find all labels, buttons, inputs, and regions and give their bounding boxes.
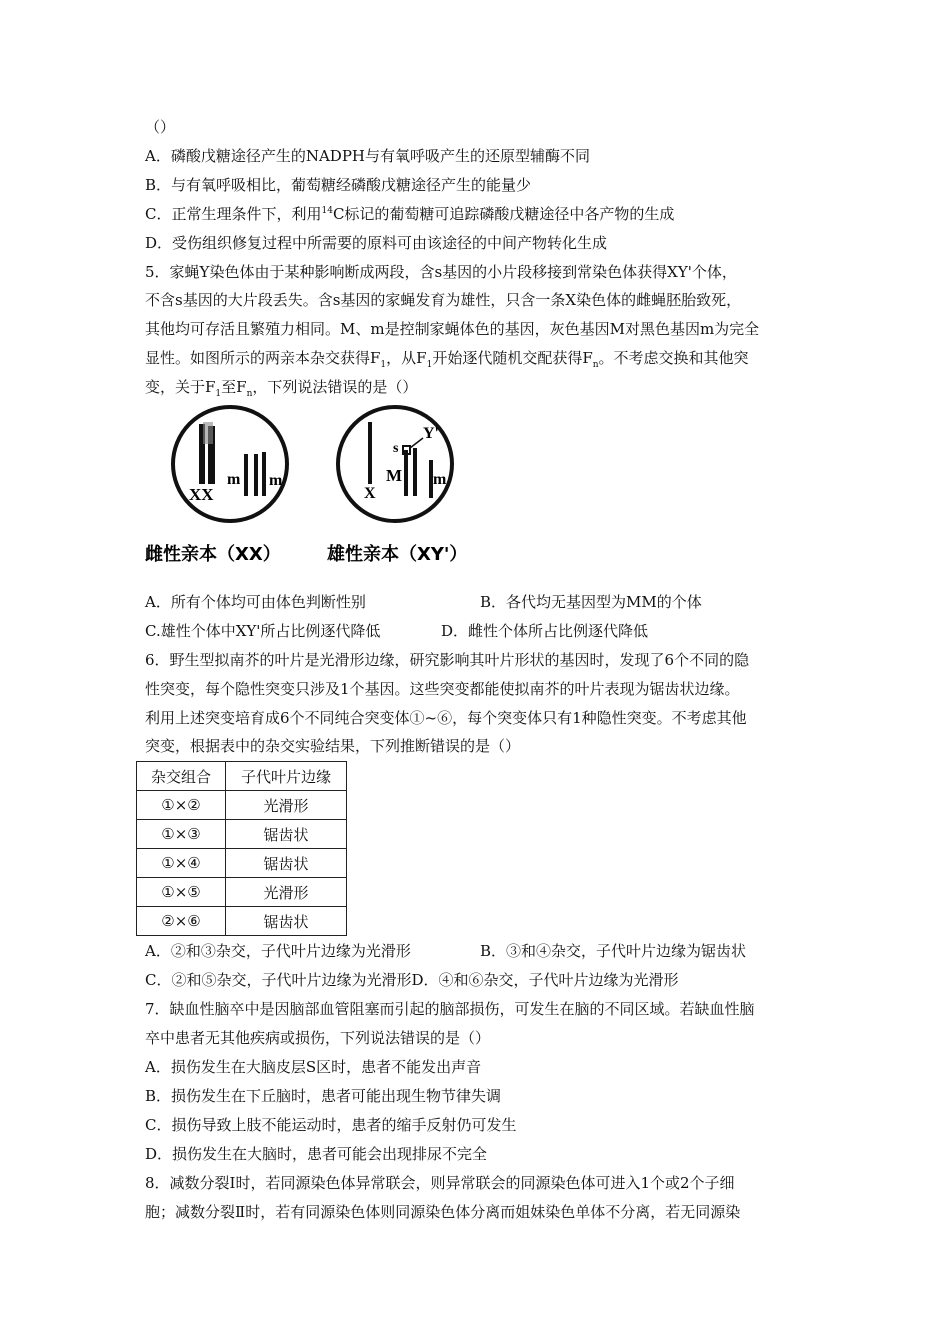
table-cell: ①×④ xyxy=(137,849,226,878)
q6-option-a: A．②和③杂交，子代叶片边缘为光滑形 xyxy=(145,942,411,960)
table-row xyxy=(137,791,347,820)
cross-table xyxy=(136,761,347,936)
q5-option-a: A．所有个体均可由体色判断性别 xyxy=(145,593,366,611)
q6-option-cd: C．②和⑤杂交，子代叶片边缘为光滑形D．④和⑥杂交，子代叶片边缘为光滑形 xyxy=(145,971,679,989)
q5-stem-line1: 5．家蝇Y染色体由于某种影响断成两段，含s基因的小片段移接到常染色体获得XY'个体， xyxy=(145,263,737,281)
table-cell: 光滑形 xyxy=(226,791,347,820)
table-row xyxy=(137,907,347,936)
q5-stem-line2: 不含s基因的大片段丢失。含s基因的家蝇发育为雄性，只含一条X染色体的雌蝇胚胎致死， xyxy=(145,291,742,309)
table-cell: 锯齿状 xyxy=(226,820,347,849)
q4-option-a: A．磷酸戊糖途径产生的NADPH与有氧呼吸产生的还原型辅酶不同 xyxy=(145,147,590,165)
q8-stem-line2: 胞；减数分裂Ⅱ时，若有同源染色体则同源染色体分离而姐妹染色单体不分离，若无同源染 xyxy=(145,1203,741,1221)
male-m-label: m xyxy=(433,471,447,488)
q5-option-d: D．雌性个体所占比例逐代降低 xyxy=(441,622,649,640)
q5-stem-line4: 显性。如图所示的两亲本杂交获得$F_1$，从$F_1$开始逐代随机交配获得$F_n$。不考虑交换和其他突 xyxy=(145,349,749,370)
male-big-m-label: M xyxy=(386,466,403,485)
q7-stem-line1: 7．缺血性脑卒中是因脑部血管阻塞而引起的脑部损伤，可发生在脑的不同区域。若缺血性脑 xyxy=(145,1000,755,1018)
q5-stem-line3: 其他均可存活且繁殖力相同。M、m是控制家蝇体色的基因，灰色基因M对黑色基因m为完全 xyxy=(145,320,760,338)
q5-stem-line5: 变，关于$F_1$至$F_n$，下列说法错误的是（） xyxy=(145,378,418,399)
q4-bracket: （） xyxy=(145,118,176,136)
male-cell xyxy=(338,407,452,521)
q7-option-d: D．损伤发生在大脑时，患者可能会出现排尿不完全 xyxy=(145,1145,488,1163)
table-cell: ①×② xyxy=(137,791,226,820)
q7-option-b: B．损伤发生在下丘脑时，患者可能出现生物节律失调 xyxy=(145,1087,502,1105)
female-m-label-2: m xyxy=(269,472,283,489)
male-y-label: Y' xyxy=(423,425,439,442)
table-cell: ②×⑥ xyxy=(137,907,226,936)
table-header: 子代叶片边缘 xyxy=(226,762,347,791)
male-s-label: s xyxy=(393,441,399,456)
table-row xyxy=(137,849,347,878)
table-row xyxy=(137,878,347,907)
female-cell xyxy=(173,407,287,521)
q6-stem-line2: 性突变，每个隐性突变只涉及1个基因。这些突变都能使拟南芥的叶片表现为锯齿状边缘。 xyxy=(145,680,740,698)
female-m-label-1: m xyxy=(227,471,241,488)
q8-stem-line1: 8．减数分裂Ⅰ时，若同源染色体异常联会，则异常联会的同源染色体可进入1个或2个子细 xyxy=(145,1174,735,1192)
table-cell: ①×⑤ xyxy=(137,878,226,907)
table-cell: ①×③ xyxy=(137,820,226,849)
table-header-row xyxy=(137,762,347,791)
female-x-label: XX xyxy=(189,485,214,504)
chromosome-figure xyxy=(145,402,490,572)
male-x-label: X xyxy=(364,485,376,502)
q4-option-d: D．受伤组织修复过程中所需要的原料可由该途径的中间产物转化生成 xyxy=(145,234,608,252)
q6-option-b: B．③和④杂交，子代叶片边缘为锯齿状 xyxy=(480,942,747,960)
q7-option-c: C．损伤导致上肢不能运动时，患者的缩手反射仍可发生 xyxy=(145,1116,517,1134)
table-row xyxy=(137,820,347,849)
table-header: 杂交组合 xyxy=(137,762,226,791)
table-cell: 光滑形 xyxy=(226,878,347,907)
q4-option-c: C．正常生理条件下，利用$^{14}$C标记的葡萄糖可追踪磷酸戊糖途径中各产物的生成 xyxy=(145,205,675,223)
male-caption: 雄性亲本（XY'） xyxy=(327,544,468,565)
q7-option-a: A．损伤发生在大脑皮层S区时，患者不能发出声音 xyxy=(145,1058,482,1076)
q7-stem-line2: 卒中患者无其他疾病或损伤，下列说法错误的是（） xyxy=(145,1029,491,1047)
q5-option-c: C.雄性个体中XY'所占比例逐代降低 xyxy=(145,622,381,640)
q4-option-b: B．与有氧呼吸相比，葡萄糖经磷酸戊糖途径产生的能量少 xyxy=(145,176,532,194)
q6-stem-line3: 利用上述突变培育成6个不同纯合突变体①~⑥，每个突变体只有1种隐性突变。不考虑其他 xyxy=(145,709,747,727)
q6-stem-line1: 6．野生型拟南芥的叶片是光滑形边缘，研究影响其叶片形状的基因时，发现了6个不同的隐 xyxy=(145,651,750,669)
q5-option-b: B．各代均无基因型为MM的个体 xyxy=(480,593,702,611)
q6-stem-line4: 突变，根据表中的杂交实验结果，下列推断错误的是（） xyxy=(145,737,521,755)
table-cell: 锯齿状 xyxy=(226,849,347,878)
female-caption: 雌性亲本（XX） xyxy=(145,544,281,565)
table-cell: 锯齿状 xyxy=(226,907,347,936)
